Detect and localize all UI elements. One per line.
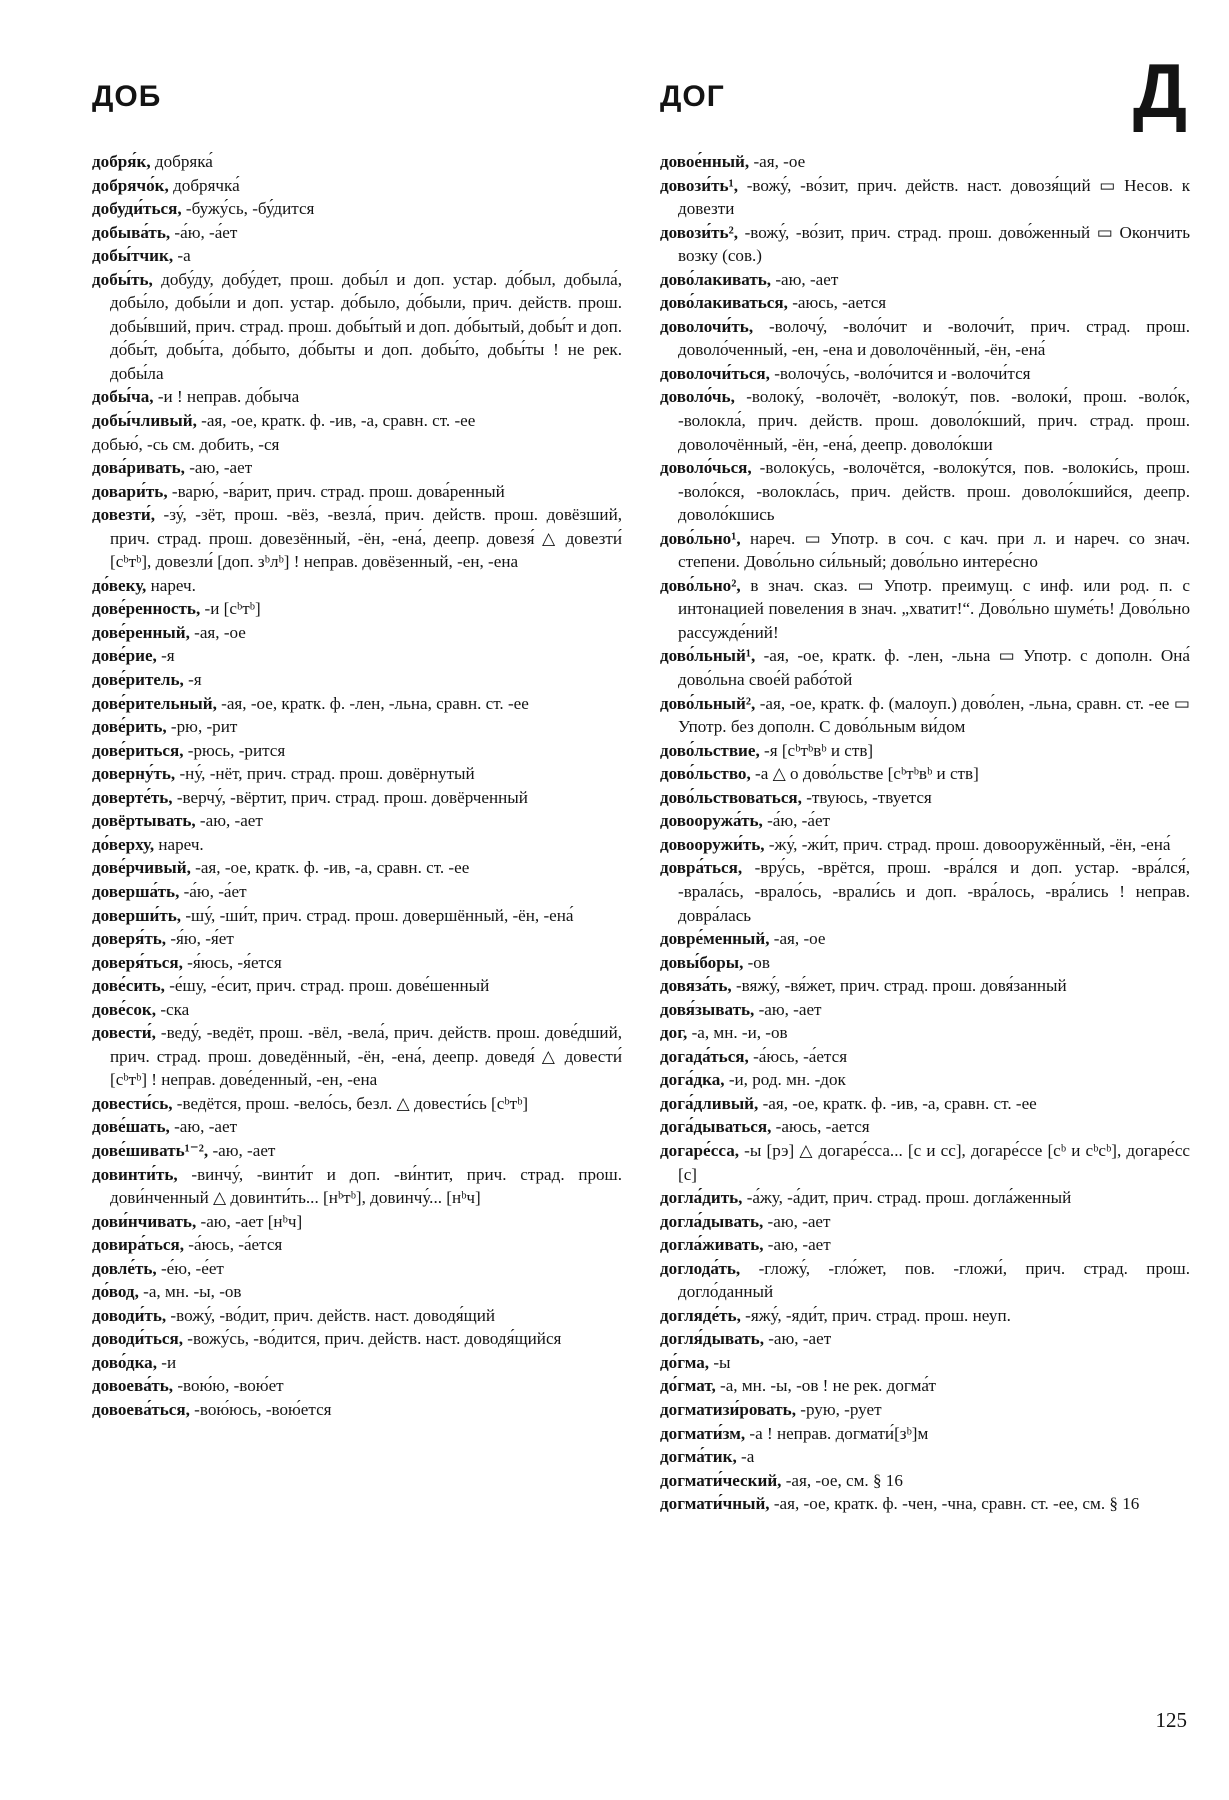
entry-grammar: -ая, -ое, кратк. ф. -ив, -а, сравн. ст. -ее (196, 411, 476, 431)
entry-grammar: -вою́ю, -вою́ет (173, 1376, 284, 1396)
entry-headword: довы́боры, (660, 952, 744, 972)
entry-headword: довози́ть¹, (660, 175, 738, 195)
entry-headword: доверши́ть, (92, 905, 182, 925)
dictionary-entry (660, 809, 1190, 833)
entry-headword: дово́лакивать, (660, 269, 772, 289)
dictionary-entry (92, 692, 622, 716)
dictionary-entry (660, 1233, 1190, 1257)
dictionary-entry (660, 385, 1190, 456)
page-number: 125 (1155, 1708, 1187, 1732)
dictionary-entry (92, 197, 622, 221)
entry-headword: дово́льно¹, (660, 528, 741, 548)
entry-headword: добуди́ться, (92, 199, 182, 219)
entry-grammar: -гложу́, -гло́жет, пов. -гложи́, прич. страд. прош. догло́данный (678, 1258, 1190, 1302)
entry-grammar: -яжу́, -яди́т, прич. страд. прош. неуп. (740, 1305, 1011, 1325)
entry-grammar: -бужу́сь, -бу́дится (181, 199, 315, 219)
entry-headword: дово́льство, (660, 764, 751, 784)
dictionary-entry (660, 1092, 1190, 1116)
entry-grammar: -аю, -ает (771, 269, 839, 289)
dictionary-entry (92, 268, 622, 386)
dictionary-entry (92, 998, 622, 1022)
entry-headword: дове́риться, (92, 740, 184, 760)
dictionary-entry (660, 762, 1190, 786)
dictionary-entry (660, 974, 1190, 998)
entry-headword: дово́льный², (660, 693, 756, 713)
entry-grammar: -а́ю, -а́ет (762, 811, 831, 831)
entry-headword: довооружа́ть, (660, 811, 763, 831)
dictionary-entry (660, 150, 1190, 174)
entry-headword: догла́дывать, (660, 1211, 764, 1231)
entry-grammar: -твуюсь, -твуется (801, 787, 932, 807)
dictionary-entry (92, 385, 622, 409)
dictionary-entry (660, 1492, 1190, 1516)
entry-headword: довинти́ть, (92, 1164, 178, 1184)
entry-grammar: -вою́юсь, -вою́ется (189, 1399, 332, 1419)
dictionary-entry (660, 998, 1190, 1022)
dictionary-entry (92, 668, 622, 692)
guide-word-left: ДОБ (92, 80, 162, 113)
dictionary-entry (92, 927, 622, 951)
dictionary-entry (92, 1280, 622, 1304)
dictionary-entry (660, 291, 1190, 315)
entry-grammar: -ая, -ое, кратк. ф. -ив, -а, сравн. ст. -ее (758, 1093, 1037, 1113)
entry-headword: дове́рительный, (92, 693, 217, 713)
entry-grammar: -а, мн. -и, -ов (687, 1023, 788, 1043)
entry-headword: до́веку, (92, 575, 147, 595)
entry-headword: довоева́ться, (92, 1399, 190, 1419)
entry-headword: довооружи́ть, (660, 834, 765, 854)
dictionary-entry (92, 1115, 622, 1139)
entry-headword: дог, (660, 1023, 688, 1043)
entry-grammar: -зу́, -зёт, прош. -вёз, -везла́, прич. действ. прош. довёзший, прич. страд. прош. довезённый, -ён, -ена́, деепр. довезя́ △ довезти́ [сᵇтᵇ], довезли́ [доп. зᵇлᵇ] ! неправ. довёзенный, -ен, -ена (110, 505, 622, 572)
entry-grammar: нареч. (154, 834, 204, 854)
entry-grammar: -волочу́сь, -воло́чится и -волочи́тся (769, 363, 1031, 383)
dictionary-entry (92, 762, 622, 786)
entry-grammar: нареч. (146, 575, 196, 595)
entry-headword: дова́ривать, (92, 458, 185, 478)
dictionary-entry (660, 1304, 1190, 1328)
entry-headword: довя́зывать, (660, 999, 755, 1019)
dictionary-entry (92, 1092, 622, 1116)
entry-headword: дове́ренный, (92, 622, 190, 642)
entry-headword: догляде́ть, (660, 1305, 741, 1325)
entry-grammar: -рую, -рует (796, 1399, 882, 1419)
entry-grammar: -ая, -ое (189, 622, 246, 642)
entry-grammar: -я [сᵇтᵇвᵇ и ств] (759, 740, 874, 760)
entry-headword: довести́, (92, 1023, 156, 1043)
dictionary-entry (92, 644, 622, 668)
entry-grammar: добью́, -сь см. добить, -ся (92, 434, 280, 454)
entry-headword: довести́сь, (92, 1093, 173, 1113)
entry-headword: доволочи́ться, (660, 363, 770, 383)
entry-headword: дове́сить, (92, 976, 165, 996)
dictionary-entry (92, 1304, 622, 1328)
dictionary-entry (660, 1422, 1190, 1446)
dictionary-entry (92, 621, 622, 645)
entry-headword: дове́сок, (92, 999, 157, 1019)
dictionary-entry (660, 362, 1190, 386)
entry-headword: доверя́ться, (92, 952, 183, 972)
entry-grammar: добрячка́ (168, 175, 240, 195)
entry-headword: дово́дка, (92, 1352, 157, 1372)
dictionary-entry (660, 1351, 1190, 1375)
entry-headword: довяза́ть, (660, 976, 732, 996)
entry-headword: доверну́ть, (92, 764, 176, 784)
dictionary-entry (660, 1068, 1190, 1092)
dictionary-entry (660, 1045, 1190, 1069)
dictionary-entry (660, 951, 1190, 975)
dictionary-entry (660, 1186, 1190, 1210)
dictionary-entry (660, 1257, 1190, 1304)
entry-headword: дове́рить, (92, 717, 167, 737)
entry-grammar: -варю́, -ва́рит, прич. страд. прош. дова́ренный (167, 481, 505, 501)
entry-headword: добы́чливый, (92, 411, 197, 431)
dictionary-entry (660, 1021, 1190, 1045)
dictionary-entry (660, 268, 1190, 292)
entry-grammar: -а́юсь, -а́ется (184, 1235, 283, 1255)
entry-headword: дове́шать, (92, 1117, 170, 1137)
entry-grammar: -винчу́, -винти́т и доп. -ви́нтит, прич. страд. прош. дови́нченный △ довинти́ть... [нᵇтᵇ], довинчу́... [нᵇч] (110, 1164, 622, 1208)
entry-headword: догла́живать, (660, 1235, 764, 1255)
entry-headword: довоева́ть, (92, 1376, 174, 1396)
entry-grammar: -ая, -ое (769, 929, 826, 949)
entry-grammar: -ая, -ое, кратк. ф. -ив, -а, сравн. ст. -ее (190, 858, 470, 878)
entry-headword: дове́шивать¹⁻², (92, 1140, 209, 1160)
entry-headword: догля́дывать, (660, 1329, 764, 1349)
dictionary-entry (660, 1398, 1190, 1422)
dictionary-entry (92, 856, 622, 880)
dictionary-entry (660, 927, 1190, 951)
entry-grammar: -аю, -ает (195, 811, 263, 831)
entry-grammar: -и ! неправ. до́быча (153, 387, 300, 407)
right-column (660, 150, 1190, 1516)
entry-headword: добы́ть, (92, 269, 153, 289)
dictionary-entry (660, 527, 1190, 574)
entry-grammar: -аю, -ает (763, 1235, 831, 1255)
entry-headword: до́вод, (92, 1282, 139, 1302)
entry-grammar: -вожу́, -во́зит, прич. действ. наст. довозя́щий ▭ Несов. к довезти (678, 175, 1190, 219)
entry-grammar: -а, мн. -ы, -ов (138, 1282, 242, 1302)
dictionary-entry (92, 809, 622, 833)
dictionary-entry (92, 480, 622, 504)
entry-grammar: -ов (743, 952, 770, 972)
dictionary-entry (660, 739, 1190, 763)
entry-grammar: -шу́, -ши́т, прич. страд. прош. довершённый, -ён, -ена́ (181, 905, 574, 925)
entry-grammar: -я (156, 646, 175, 666)
entry-headword: добы́тчик, (92, 246, 174, 266)
entry-grammar: -верчу́, -вёртит, прич. страд. прош. довёрченный (172, 787, 528, 807)
entry-headword: дога́дка, (660, 1070, 725, 1090)
entry-headword: доглода́ть, (660, 1258, 741, 1278)
dictionary-entry (92, 786, 622, 810)
dictionary-entry (660, 315, 1190, 362)
entry-grammar: -а (173, 246, 191, 266)
entry-headword: дово́льствие, (660, 740, 760, 760)
dictionary-entry (92, 904, 622, 928)
dictionary-entry (92, 1351, 622, 1375)
dictionary-entry (92, 503, 622, 574)
entry-grammar: -и, род. мн. -док (724, 1070, 846, 1090)
dictionary-entry (660, 1469, 1190, 1493)
entry-headword: догма́тик, (660, 1447, 737, 1467)
entry-headword: доволочи́ть, (660, 316, 754, 336)
entry-grammar: -и (157, 1352, 177, 1372)
entry-headword: дово́льствоваться, (660, 787, 802, 807)
dictionary-entry (92, 1374, 622, 1398)
dictionary-entry (92, 1021, 622, 1092)
entry-headword: догада́ться, (660, 1046, 749, 1066)
entry-headword: до́гма, (660, 1352, 710, 1372)
entry-grammar: в знач. сказ. ▭ Употр. преимущ. с инф. или род. п. с интонацией повеления в знач. „хватит!“. Дово́льно шуме́ть! Дово́льно рассужде́ний! (678, 575, 1190, 642)
entry-grammar: -а ! неправ. догмати́[зᵇ]м (745, 1423, 929, 1443)
dictionary-entry (92, 715, 622, 739)
entry-headword: доводи́ться, (92, 1329, 183, 1349)
entry-grammar: -а́жу, -а́дит, прич. страд. прош. догла́женный (742, 1188, 1072, 1208)
entry-grammar: -ы (709, 1352, 731, 1372)
dictionary-entry (92, 433, 622, 457)
entry-grammar: -вяжу́, -вя́жет, прич. страд. прош. довя́занный (731, 976, 1067, 996)
dictionary-entry (660, 644, 1190, 691)
entry-headword: доволо́чься, (660, 458, 752, 478)
dictionary-entry (92, 1233, 622, 1257)
entry-grammar: -рю, -рит (166, 717, 238, 737)
entry-grammar: -а △ о дово́льстве [сᵇтᵇвᵇ и ств] (750, 764, 979, 784)
entry-grammar: -вру́сь, -врётся, прош. -вра́лся и доп. устар. -вра́лся́, -врала́сь, -врало́сь, -врали́сь и доп. -вра́лось, -вра́лись ! неправ. довра́лась (678, 858, 1190, 925)
dictionary-entry (92, 409, 622, 433)
entry-grammar: -ая, -ое, см. § 16 (781, 1470, 903, 1490)
dictionary-entry (92, 150, 622, 174)
dictionary-entry (92, 1257, 622, 1281)
dictionary-entry (92, 1398, 622, 1422)
dictionary-entry (92, 1327, 622, 1351)
entry-grammar: -ая, -ое, кратк. ф. (малоуп.) дово́лен, -льна, сравн. ст. -ее ▭ Употр. без дополн. С дово́льным ви́дом (678, 693, 1190, 737)
entry-grammar: -ска (156, 999, 190, 1019)
dictionary-entry (92, 174, 622, 198)
entry-grammar: -е́шу, -е́сит, прич. страд. прош. дове́шенный (164, 976, 490, 996)
entry-headword: довра́ться, (660, 858, 743, 878)
entry-grammar: -вожу́, -во́дит, прич. действ. наст. доводя́щий (166, 1305, 496, 1325)
entry-grammar: -ая, -ое, кратк. ф. -лен, -льна ▭ Употр. с дополн. Она́ дово́льна свое́й рабо́той (678, 646, 1190, 690)
entry-headword: доверша́ть, (92, 881, 180, 901)
entry-grammar: -аюсь, -ается (771, 1117, 870, 1137)
entry-headword: до́верху, (92, 834, 155, 854)
entry-headword: довира́ться, (92, 1235, 185, 1255)
entry-grammar: -волоку́, -волочёт, -волоку́т, пов. -волоки́, прош. -воло́к, -волокла́, прич. действ. прош. доволо́кший, прич. страд. прош. доволочённый, -ён, -ена́, деепр. доволо́кши (678, 387, 1190, 454)
entry-headword: довле́ть, (92, 1258, 157, 1278)
entry-grammar: -ая, -ое, кратк. ф. -лен, -льна, сравн. ст. -ее (216, 693, 529, 713)
dictionary-entry (660, 456, 1190, 527)
entry-headword: догмати́ческий, (660, 1470, 782, 1490)
entry-grammar: -аю, -ает (763, 1329, 832, 1349)
entry-grammar: -вожу́сь, -во́дится, прич. действ. наст. доводя́щийся (182, 1329, 562, 1349)
entry-headword: довари́ть, (92, 481, 168, 501)
entry-grammar: -ая, -ое, кратк. ф. -чен, -чна, сравн. ст. -ее, см. § 16 (769, 1494, 1140, 1514)
entry-grammar: -волоку́сь, -волочётся, -волоку́тся, пов. -волоки́сь, прош. -воло́кся, -волокла́сь, прич. действ. прош. доволо́кшийся, деепр. доволо́кшись (678, 458, 1190, 525)
entry-grammar: -е́ю, -е́ет (156, 1258, 224, 1278)
entry-headword: дове́ренность, (92, 599, 201, 619)
entry-grammar: -а, мн. -ы, -ов ! не рек. догма́т (715, 1376, 936, 1396)
entry-headword: доверте́ть, (92, 787, 173, 807)
entry-grammar: -волочу́, -воло́чит и -волочи́т, прич. страд. прош. доволо́ченный, -ен, -ена и доволочённый, -ён, -ена́ (678, 316, 1190, 360)
dictionary-entry (92, 974, 622, 998)
entry-grammar: -ы [рэ] △ догаре́сса... [с и сс], догаре́ссе [сᵇ и сᵇсᵇ], догаре́сс [с] (678, 1140, 1190, 1184)
entry-headword: до́гмат, (660, 1376, 716, 1396)
entry-grammar: добряка́ (150, 152, 213, 171)
entry-grammar: -и [сᵇтᵇ] (200, 599, 261, 619)
dictionary-entry (660, 1210, 1190, 1234)
entry-headword: дове́рчивый, (92, 858, 191, 878)
entry-grammar: -аюсь, -ается (787, 293, 887, 313)
entry-headword: довое́нный, (660, 152, 750, 171)
dictionary-entry (660, 1445, 1190, 1469)
dictionary-entry (92, 456, 622, 480)
dictionary-entry (92, 1210, 622, 1234)
entry-headword: добы́ча, (92, 387, 154, 407)
entry-headword: добря́к, (92, 152, 151, 171)
entry-headword: догмати́чный, (660, 1494, 770, 1514)
entry-headword: догла́дить, (660, 1188, 743, 1208)
entry-headword: догматизи́ровать, (660, 1399, 796, 1419)
entry-grammar: -я́юсь, -я́ется (182, 952, 282, 972)
dictionary-entry (92, 574, 622, 598)
entry-headword: довре́менный, (660, 929, 770, 949)
dictionary-entry (92, 1139, 622, 1163)
entry-headword: дове́ритель, (92, 670, 184, 690)
entry-headword: дога́дливый, (660, 1093, 759, 1113)
dictionary-entry (660, 174, 1190, 221)
entry-grammar: добу́ду, добу́дет, прош. добы́л и доп. устар. до́был, добыла́, добы́ло, добы́ли и доп. устар. до́было, до́были, прич. действ. прош. добы́вший, прич. страд. прош. добы́тый и доп. до́бытый, добы́т и доп. до́бы́т, добы́та, до́быто, до́быты и доп. добы́то, добы́ты ! не рек. добы́ла (110, 269, 622, 383)
entry-headword: доверя́ть, (92, 929, 167, 949)
entry-headword: добыва́ть, (92, 222, 171, 242)
entry-grammar: -я́ю, -я́ет (166, 929, 234, 949)
left-column (92, 150, 622, 1422)
entry-headword: дови́нчивать, (92, 1211, 197, 1231)
dictionary-entry (660, 856, 1190, 927)
dictionary-entry (92, 1163, 622, 1210)
entry-grammar: -я (183, 670, 202, 690)
dictionary-entry (660, 1115, 1190, 1139)
section-letter: Д (1132, 49, 1187, 134)
dictionary-entry (660, 1374, 1190, 1398)
entry-grammar: -аю, -ает (763, 1211, 831, 1231)
entry-headword: дога́дываться, (660, 1117, 772, 1137)
entry-grammar: -жу́, -жи́т, прич. страд. прош. довооружённый, -ён, -ена́ (764, 834, 1171, 854)
entry-grammar: -вожу́, -во́зит, прич. страд. прош. дово́женный ▭ Окончить возку (сов.) (678, 222, 1190, 266)
entry-grammar: -рюсь, -рится (183, 740, 286, 760)
entry-headword: дово́льно², (660, 575, 741, 595)
entry-headword: довози́ть², (660, 222, 738, 242)
entry-grammar: -ну́, -нёт, прич. страд. прош. довёрнутый (175, 764, 475, 784)
dictionary-entry (660, 1327, 1190, 1351)
entry-grammar: -а (736, 1447, 755, 1467)
dictionary-entry (660, 1139, 1190, 1186)
dictionary-entry (92, 597, 622, 621)
entry-headword: добрячо́к, (92, 175, 169, 195)
entry-grammar: -аю, -ает (754, 999, 822, 1019)
entry-grammar: -а́ю, -а́ет (170, 222, 238, 242)
entry-headword: дово́льный¹, (660, 646, 756, 666)
entry-grammar: -веду́, -ведёт, прош. -вёл, -вела́, прич. действ. прош. дове́дший, прич. страд. прош. доведённый, -ён, -ена́, деепр. доведя́ △ довести́ [сᵇтᵇ] ! неправ. дове́денный, -ен, -ена (110, 1023, 622, 1090)
entry-grammar: -ая, -ое (749, 152, 806, 171)
entry-grammar: -аю, -ает (208, 1140, 276, 1160)
dictionary-entry (92, 880, 622, 904)
dictionary-entry (92, 951, 622, 975)
dictionary-entry (660, 786, 1190, 810)
entry-headword: доволо́чь, (660, 387, 735, 407)
entry-grammar: -аю, -ает (184, 458, 253, 478)
dictionary-entry (92, 244, 622, 268)
dictionary-entry (92, 833, 622, 857)
entry-grammar: -а́юсь, -а́ется (748, 1046, 848, 1066)
entry-headword: догаре́сса, (660, 1140, 740, 1160)
entry-grammar: -а́ю, -а́ет (179, 881, 247, 901)
entry-headword: довезти́, (92, 505, 155, 525)
dictionary-entry (92, 739, 622, 763)
entry-grammar: -аю, -ает (169, 1117, 238, 1137)
entry-grammar: нареч. ▭ Употр. в соч. с кач. при л. и нареч. со знач. степени. Дово́льно си́льный; дово́льно интере́сно (678, 528, 1190, 572)
dictionary-entry (92, 221, 622, 245)
entry-headword: догмати́зм, (660, 1423, 746, 1443)
entry-headword: дово́лакиваться, (660, 293, 788, 313)
dictionary-entry (660, 221, 1190, 268)
dictionary-entry (660, 692, 1190, 739)
entry-headword: доводи́ть, (92, 1305, 167, 1325)
entry-grammar: -аю, -ает [нᵇч] (196, 1211, 303, 1231)
entry-headword: довёртывать, (92, 811, 196, 831)
entry-headword: дове́рие, (92, 646, 157, 666)
entry-grammar: -ведётся, прош. -вело́сь, безл. △ довести́сь [сᵇтᵇ] (172, 1093, 529, 1113)
dictionary-entry (660, 833, 1190, 857)
dictionary-entry (660, 574, 1190, 645)
guide-word-right: ДОГ (660, 80, 725, 113)
